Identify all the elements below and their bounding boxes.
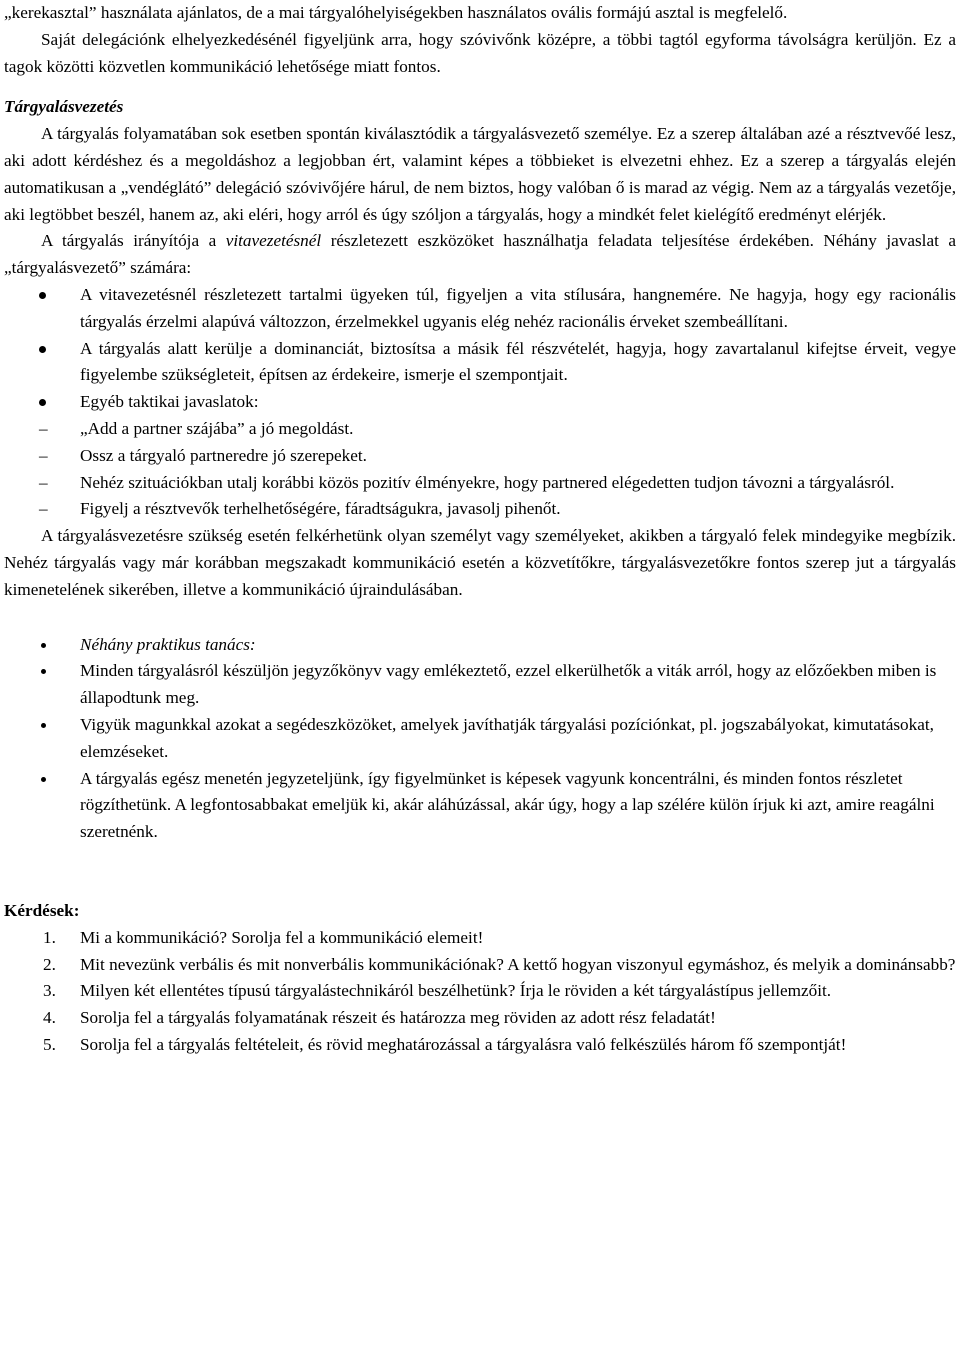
section-heading: Tárgyalásvezetés [4, 97, 124, 117]
dash-icon: – [39, 418, 48, 438]
suggestion-list [4, 282, 956, 416]
question-number: 5. [43, 1034, 56, 1054]
questions-title: Kérdések: [4, 900, 80, 920]
question-number: 2. [43, 954, 56, 974]
question-text: Sorolja fel a tárgyalás feltételeit, és rövid meghatározással a tárgyalásra való felkészülés három fő szempontját! [80, 1034, 847, 1054]
bullet-icon [39, 346, 46, 353]
question-number: 4. [43, 1008, 56, 1028]
question-text: Sorolja fel a tárgyalás folyamatának részeit és határozza meg röviden az adott rész feladatát! [80, 1008, 716, 1028]
list-item-text: Nehéz szituációkban utalj korábbi közös pozitív élményekre, hogy partnered elégedetten tudjon távozni a tárgyalásról. [80, 472, 895, 492]
para2-text-pre: A tárgyalás irányítója a [41, 231, 226, 251]
questions-list [4, 925, 956, 1059]
spacer [4, 604, 956, 632]
list-item-text: „Add a partner szájába” a jó megoldást. [80, 418, 354, 438]
dash-icon: – [39, 499, 48, 519]
section-paragraph-2 [4, 228, 956, 282]
question-item [4, 952, 956, 979]
list-item-text: A tárgyalás egész menetén jegyzeteljünk, így figyelmünket is képesek vagyunk koncentrálni, és minden fontos részletet rögzíthetünk. A legfontosabbakat emeljük ki, akár aláhúzással, akár úgy, hogy a lap szélére külön írjuk ki azt, amire reagálni szeretnénk. [80, 768, 935, 842]
list-item-text: Vigyük magunkkal azokat a segédeszközöket, amelyek javíthatják tárgyalási pozíciónkat, pl. jogszabályokat, kimutatásokat, elemzéseket. [80, 714, 934, 761]
question-item [4, 1032, 956, 1059]
list-item-text: Egyéb taktikai javaslatok: [80, 392, 259, 412]
para2-italic-term: vitavezetésnél [225, 231, 322, 251]
tips-list [4, 632, 956, 846]
section-paragraph-1: A tárgyalás folyamatában sok esetben spontán kiválasztódik a tárgyalásvezető személye. Ez a szerep általában azé a résztvevőé lesz, aki adott kérdéshez és a megoldáshoz a legjobban ért, valamint képes a többieket is elvezetni ehhez. Ez a szerep a tárgyalás elején automatikusan a „vendéglátó” delegáció szóvivőjére hárul, de nem biztos, hogy valóban ő is marad az végig. Nem az a tárgyalás vezetője, aki legtöbbet beszél, hanem az, aki eléri, hogy arról és úgy szóljon a tárgyalás, hogy a mindkét felet kielégítő eredményt elérjék. [4, 124, 956, 224]
bullet-icon [39, 292, 46, 299]
list-item [4, 416, 956, 443]
intro-paragraph: Saját delegációnk elhelyezkedésénél figyeljünk arra, hogy szóvivőnk középre, a többi tagtól egyforma távolságra kerüljön. Ez a tagok közötti közvetlen kommunikáció lehetősége miatt fontos. [4, 29, 956, 76]
list-item [4, 632, 956, 659]
list-item-text: Minden tárgyalásról készüljön jegyzőkönyv vagy emlékeztető, ezzel elkerülhetők a viták arról, hogy az előzőekben miben is állapodtunk meg. [80, 661, 937, 708]
list-item-text: Figyelj a résztvevők terhelhetőségére, fáradtságukra, javasolj pihenőt. [80, 499, 561, 519]
question-text: Mit nevezünk verbális és mit nonverbális kommunikációnak? A kettő hogyan viszonyul egymáshoz, és melyik a dominánsabb? [80, 954, 956, 974]
list-item [4, 496, 956, 523]
question-number: 3. [43, 981, 56, 1001]
bullet-icon [41, 643, 46, 648]
bullet-icon [41, 669, 46, 674]
para2-text-post: részletezett eszközöket használhatja feladata teljesítése érdekében. Néhány javaslat a „tárgyalásvezető” számára: [4, 231, 956, 278]
list-item-text: A vitavezetésnél részletezett tartalmi ügyeken túl, figyeljen a vita stílusára, hangnemére. Ne hagyja, hogy egy racionális tárgyalás érzelmi alapúvá változzon, érzelmekkel ugyanis elég nehéz racionális érveket szembeállítani. [80, 284, 956, 331]
list-item [4, 658, 956, 712]
bullet-icon [41, 723, 46, 728]
tips-title: Néhány praktikus tanács: [80, 634, 256, 654]
intro-line: „kerekasztal” használata ajánlatos, de a mai tárgyalóhelyiségekben használatos ovális formájú asztal is megfelelő. [4, 3, 788, 22]
dash-icon: – [39, 445, 48, 465]
list-item [4, 470, 956, 497]
question-item [4, 978, 956, 1005]
list-item [4, 389, 956, 416]
spacer [4, 846, 956, 898]
question-text: Milyen két ellentétes típusú tárgyalástechnikáról beszélhetünk? Írja le röviden a két tárgyalástípus jellemzőit. [80, 981, 832, 1001]
question-item [4, 1005, 956, 1032]
list-item [4, 336, 956, 390]
list-item [4, 766, 956, 846]
question-text: Mi a kommunikáció? Sorolja fel a kommunikáció elemeit! [80, 927, 484, 947]
list-item [4, 443, 956, 470]
section-paragraph-3: A tárgyalásvezetésre szükség esetén felkérhetünk olyan személyt vagy személyeket, akikben a tárgyaló felek mindegyike megbízik. Nehéz tárgyalás vagy már korábban megszakadt kommunikáció esetén a közvetítőkre, tárgyalásvezetőkre fontos szerep jut a tárgyalás kimenetelének sikerében, illetve a kommunikáció újraindulásában. [4, 526, 956, 599]
dash-icon: – [39, 472, 48, 492]
list-item-text: Ossz a tárgyaló partneredre jó szerepeket. [80, 445, 367, 465]
question-item [4, 925, 956, 952]
bullet-icon [39, 399, 46, 406]
bullet-icon [41, 777, 46, 782]
list-item-text: A tárgyalás alatt kerülje a dominanciát, biztosítsa a másik fél részvételét, hagyja, hogy zavartalanul kifejtse érveit, vegye figyelembe szükségleteit, építsen az érdekeire, ismerje el szempontjait. [80, 338, 956, 385]
tactics-list [4, 416, 956, 523]
list-item [4, 282, 956, 336]
list-item [4, 712, 956, 766]
question-number: 1. [43, 927, 56, 947]
